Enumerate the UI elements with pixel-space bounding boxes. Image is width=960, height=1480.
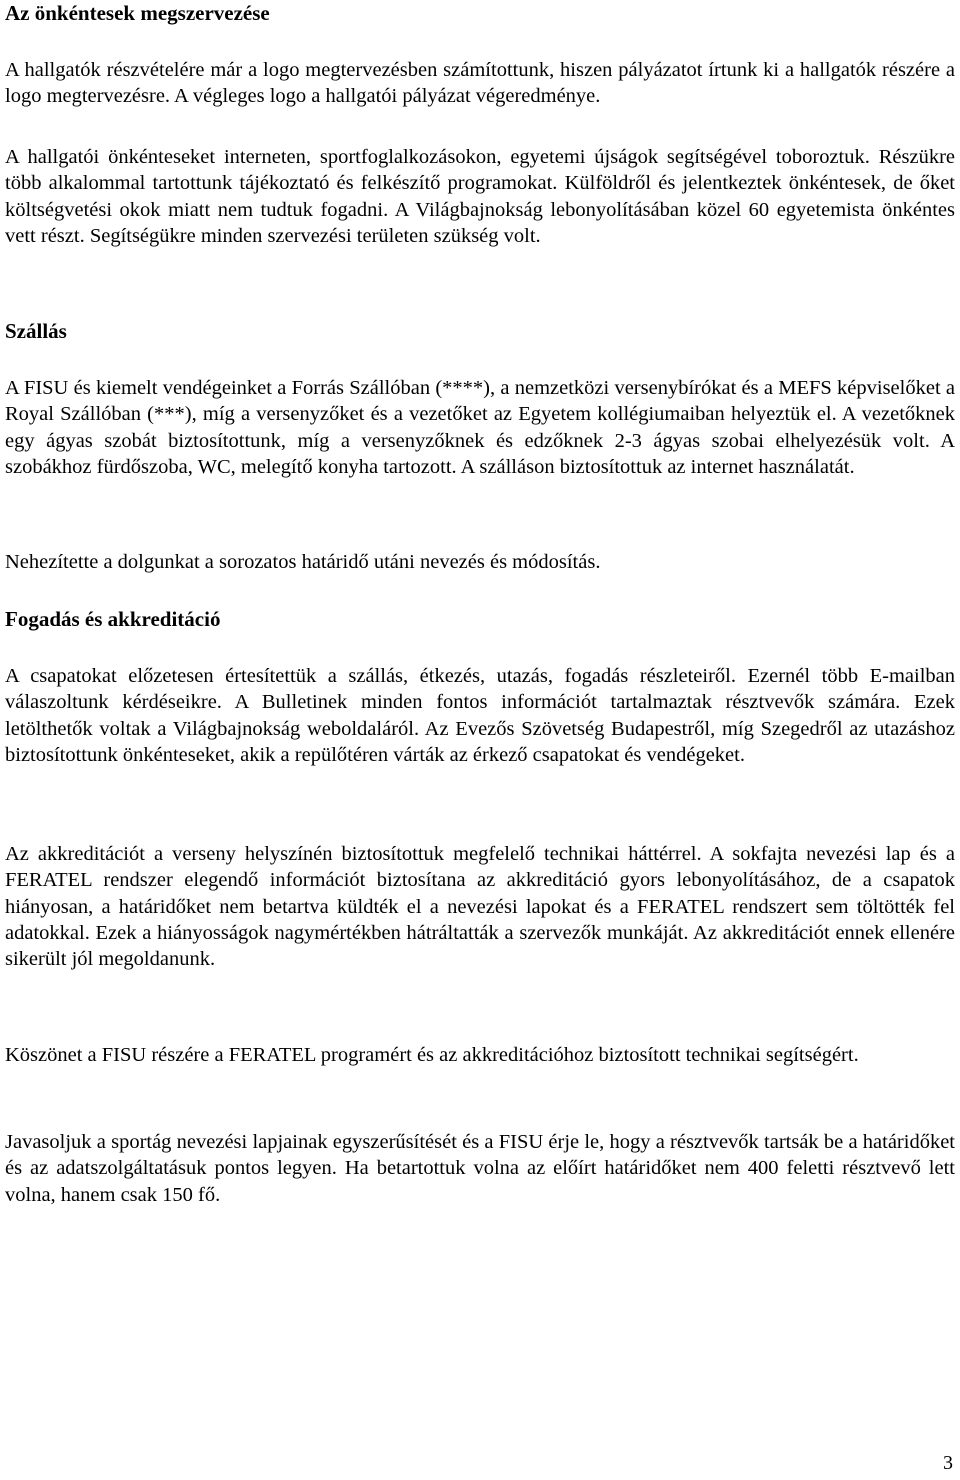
paragraph-volunteer-recruitment: A hallgatói önkénteseket interneten, sportfoglalkozásokon, egyetemi újságok segítségével toboroztuk. Részükre több alkalommal tartottunk tájékoztató és felkészítő programokat. Külföldről és jelentkeztek önkéntesek, de őket költségvetési okok miatt nem tudtuk fogadni. A Világbajnokság lebonyolításában közel 60 egyetemista önkéntes vett részt. Segítségükre minden szervezési területen szükség volt.	[5, 146, 955, 247]
section-heading-volunteers: Az önkéntesek megszervezése	[5, 1, 270, 25]
section-heading-accommodation: Szállás	[5, 319, 67, 343]
paragraph-logo-design: A hallgatók részvételére már a logo megtervezésben számítottunk, hiszen pályázatot írtunk ki a hallgatók részére a logo megtervezésre. A végleges logo a hallgatói pályázat végeredménye.	[5, 59, 955, 108]
paragraph-hotels: A FISU és kiemelt vendégeinket a Forrás Szállóban (****), a nemzetközi versenybírókat és a MEFS képviselőket a Royal Szállóban (***), míg a versenyzőket és a vezetőket az Egyetem kollégiumaiban helyeztük el. A vezetőknek egy ágyas szobát biztosítottunk, míg a versenyzőknek és edzőknek 2-3 ágyas szobai elhelyezésük volt. A szobákhoz fürdőszoba, WC, melegítő konyha tartozott. A szálláson biztosítottuk az internet használatát.	[5, 377, 955, 478]
paragraph-thanks-fisu: Köszönet a FISU részére a FERATEL programért és az akkreditációhoz biztosított technikai segítségért.	[5, 1044, 859, 1066]
paragraph-accreditation: Az akkreditációt a verseny helyszínén biztosítottuk megfelelő technikai háttérrel. A sokfajta nevezési lap és a FERATEL rendszer elegendő információt biztosítana az akkreditáció gyors lebonyolításához, de a csapatok hiányosan, a határidőket nem betartva küldték el a nevezési lapokat és a FERATEL rendszert sem töltötték fel adatokkal. Ezek a hiányosságok nagymértékben hátráltatták a szervezők munkáját. Az akkreditációt ennek ellenére sikerült jól megoldanunk.	[5, 843, 955, 971]
section-heading-reception-accreditation: Fogadás és akkreditáció	[5, 607, 221, 631]
paragraph-team-information: A csapatokat előzetesen értesítettük a szállás, étkezés, utazás, fogadás részleteiről. Ezernél több E-mailban válaszoltunk kérdéseikre. A Bulletinek minden fontos információt tartalmaztak résztvevők számára. Ezek letölthetők voltak a Világbajnokság weboldaláról. Az Evezős Szövetség Budapestről, míg Szegedről az utazáshoz biztosítottunk önkénteseket, akik a repülőtéren várták az érkező csapatokat és vendégeket.	[5, 665, 955, 766]
paragraph-late-entries: Nehezítette a dolgunkat a sorozatos határidő utáni nevezés és módosítás.	[5, 551, 601, 573]
page-number: 3	[943, 1452, 953, 1474]
paragraph-recommendation: Javasoljuk a sportág nevezési lapjainak egyszerűsítését és a FISU érje le, hogy a résztvevők tartsák be a határidőket és az adatszolgáltatásuk pontos legyen. Ha betartottuk volna az előírt határidőket nem 400 feletti résztvevő lett volna, hanem csak 150 fő.	[5, 1131, 955, 1206]
